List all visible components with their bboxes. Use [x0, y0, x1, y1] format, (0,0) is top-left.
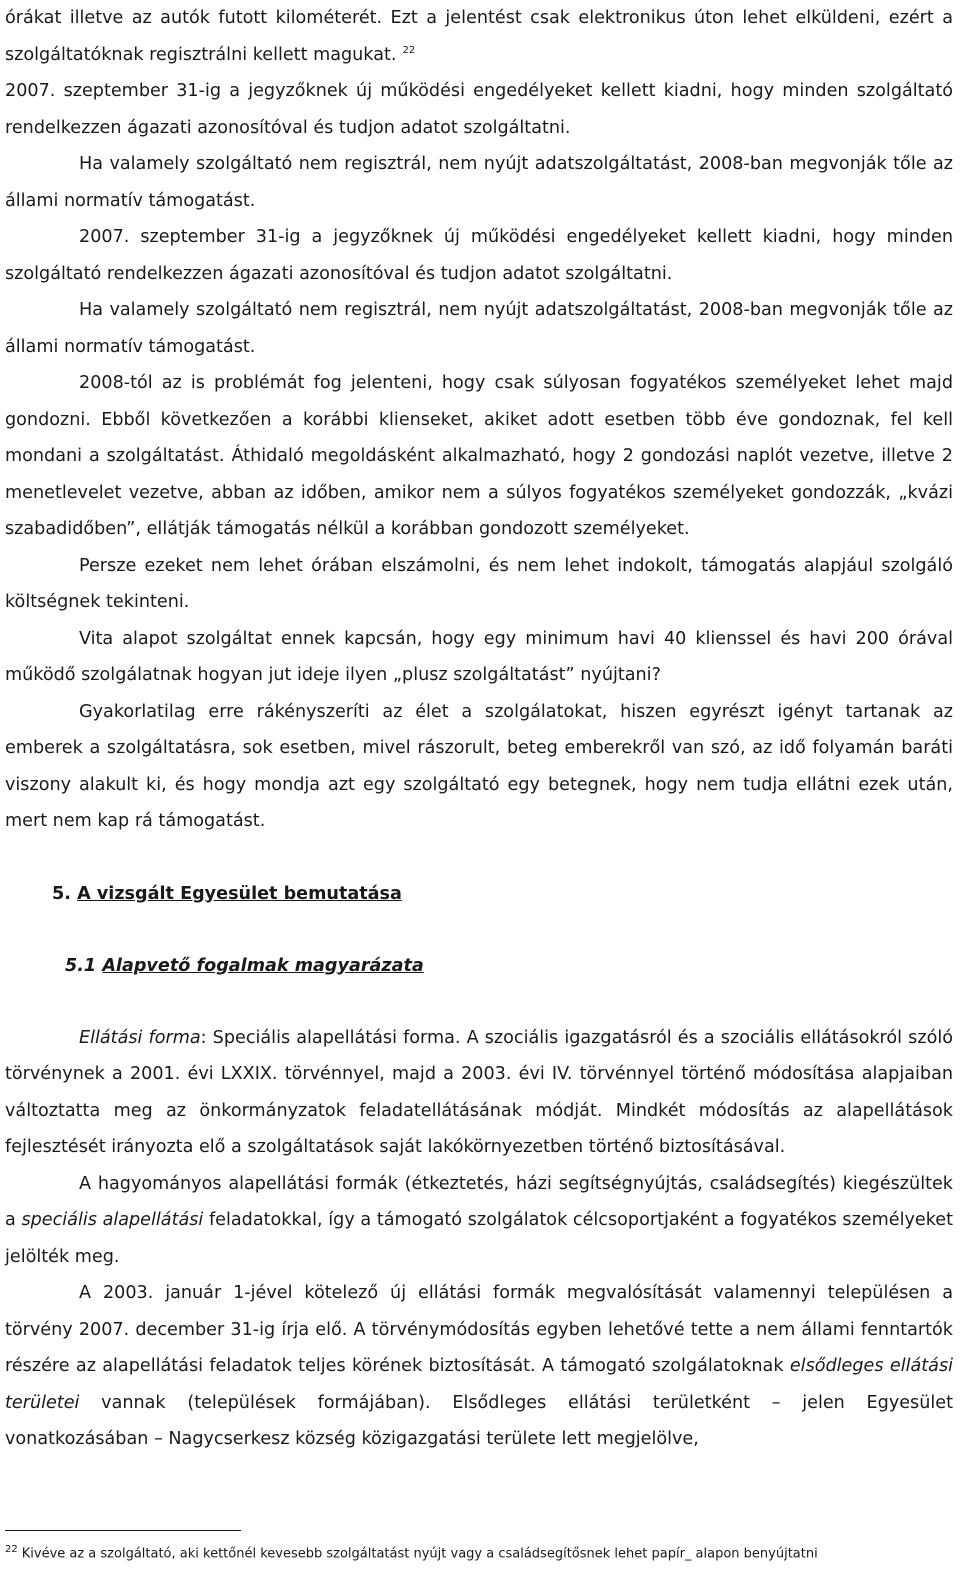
paragraph: Ha valamely szolgáltató nem regisztrál, nem nyújt adatszolgáltatást, 2008-ban megvonják tőle az állami normatív támogatást.: [5, 300, 953, 357]
paragraph-text: A hagyományos alapellátási formák (étkeztetés, házi segítségnyújtás, családsegítés) kiegészültek a: [5, 1173, 953, 1230]
paragraph-text: : Speciális alapellátási forma. A szociális igazgatásról és a szociális ellátásokról szóló törvénynek a 2001. évi LXXIX. törvénnyel, majd a 2003. évi IV. törvénnyel történő módosítása alapjaiban változtatta meg az önkormányzatok feladatellátásának módját. Mindkét módosítás az alapellátások fejlesztését irányozta elő a szolgáltatások saját lakókörnyezetben történő biztosításával.: [5, 1027, 953, 1157]
paragraph-text: órákat illetve az autók futott kilométerét. Ezt a jelentést csak elektronikus úton lehet elküldeni, ezért a szolgáltatóknak regisztrálni kellett magukat.: [5, 8, 953, 65]
paragraph-text: A 2003. január 1-jével kötelező új ellátási formák megvalósítását valamennyi településen a törvény 2007. december 31-ig írja elő. A törvénymódosítás egyben lehetővé tette a nem állami fenntartók részére az alapellátási feladatok teljes körének biztosítását. A támogató szolgálatoknak: [5, 1283, 953, 1376]
paragraph: Vita alapot szolgáltat ennek kapcsán, hogy egy minimum havi 40 klienssel és havi 200 órával működő szolgálatnak hogyan jut ideje ilyen „plusz szolgáltatást” nyújtani?: [5, 628, 953, 685]
paragraph-2003: [5, 1275, 953, 1458]
footnote-reference: 22: [402, 44, 416, 56]
paragraph: [5, 0, 953, 73]
term-ellatasi-forma: Ellátási forma: [79, 1027, 201, 1048]
subsection-heading: [5, 948, 953, 984]
subsection-title: Alapvető fogalmak magyarázata: [102, 955, 424, 976]
paragraph-ellatasi-forma: [5, 1020, 953, 1166]
body-text: [5, 0, 953, 1458]
paragraph: Persze ezeket nem lehet órában elszámolni, és nem lehet indokolt, támogatás alapjául szolgáló költségnek tekinteni.: [5, 555, 953, 612]
section-title: A vizsgált Egyesület bemutatása: [77, 883, 402, 904]
paragraph-text: vannak (települések formájában). Elsődleges ellátási területként – jelen Egyesület vonatkozásában – Nagycserkesz község közigazgatási területe lett megjelölve,: [5, 1392, 953, 1449]
spacer: [5, 984, 953, 1020]
paragraph: 2007. szeptember 31-ig a jegyzőknek új működési engedélyeket kellett kiadni, hogy minden szolgáltató rendelkezzen ágazati azonosítóval és tudjon adatot szolgáltatni.: [5, 81, 953, 138]
term-elsodleges-ellatasi-teruletei: elsődleges ellátási területei: [5, 1356, 953, 1413]
term-specialis-alapellatasi: speciális alapellátási: [21, 1210, 204, 1230]
footnote-divider: [5, 1530, 241, 1531]
section-heading: [5, 876, 953, 912]
section-number: 5.: [52, 883, 71, 904]
paragraph-text: feladatokkal, így a támogató szolgálatok célcsoportjaként a fogyatékos személyeket jelölték meg.: [5, 1210, 953, 1267]
footnote: [5, 1540, 955, 1564]
subsection-number: 5.1: [65, 955, 97, 976]
paragraph: Gyakorlatilag erre rákényszeríti az élet a szolgálatokat, hiszen egyrészt igényt tartanak az emberek a szolgáltatásra, sok esetben, mivel rászorult, beteg emberekről van szó, az idő folyamán baráti viszony alakult ki, és hogy mondja azt egy szolgáltató egy betegnek, hogy nem tudja ellátni ezek után, mert nem kap rá támogatást.: [5, 701, 953, 831]
footnote-text: Kivéve az a szolgáltató, aki kettőnél kevesebb szolgáltatást nyújt vagy a családsegítősnek lehet papír_ alapon benyújtatni: [21, 1546, 818, 1562]
paragraph: Ha valamely szolgáltató nem regisztrál, nem nyújt adatszolgáltatást, 2008-ban megvonják tőle az állami normatív támogatást.: [5, 154, 953, 211]
paragraph-hagyomanyos: [5, 1166, 953, 1276]
paragraph: 2007. szeptember 31-ig a jegyzőknek új működési engedélyeket kellett kiadni, hogy minden szolgáltató rendelkezzen ágazati azonosítóval és tudjon adatot szolgáltatni.: [5, 227, 953, 284]
footnote-number: 22: [5, 1544, 18, 1555]
paragraph: 2008-tól az is problémát fog jelenteni, hogy csak súlyosan fogyatékos személyeket lehet majd gondozni. Ebből következően a korábbi klienseket, akiket adott esetben több éve gondoznak, fel kell mondani a szolgáltatást. Áthidaló megoldásként alkalmazható, hogy 2 gondozási naplót vezetve, illetve 2 menetlevelet vezetve, abban az időben, amikor nem a súlyos fogyatékos személyeket gondozzák, „kvázi szabadidőben”, ellátják támogatás nélkül a korábban gondozott személyeket.: [5, 373, 953, 539]
